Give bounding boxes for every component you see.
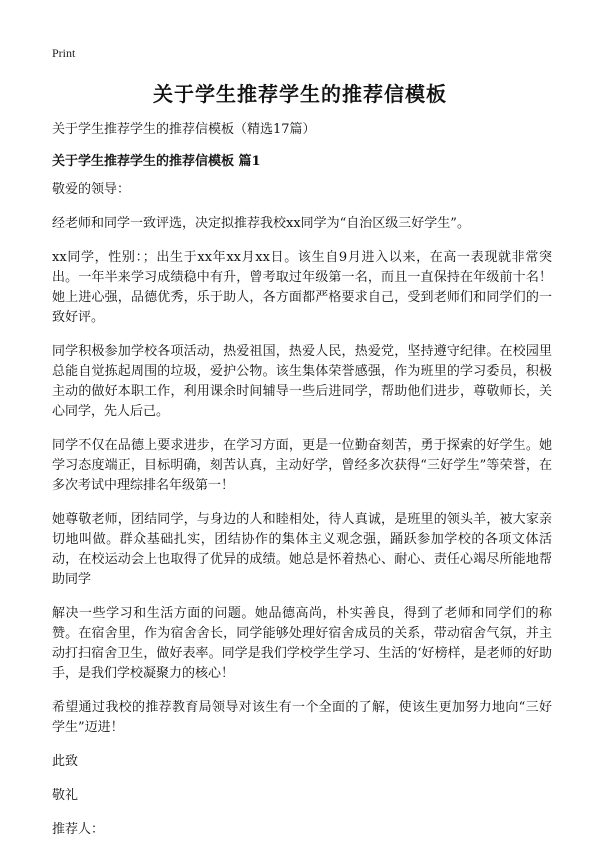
closing-line: 敬礼	[52, 788, 79, 803]
letter-salutation: 敬爱的领导：	[52, 182, 131, 197]
letter-paragraph: 同学积极参加学校各项活动，热爱祖国，热爱人民，热爱党，坚持遵守纪律。在校园里总能自觉拣起周围的垃圾，爱护公物。该生集体荣誉感强，作为班里的学习委员，积极主动的做好本职工作，利用课余时间辅导一些后进同学，帮助他们进步，尊敬师长，关心同学，先人后己。	[52, 344, 552, 419]
signature-line: 推荐人：	[52, 822, 105, 837]
letter-paragraph: 解决一些学习和生活方面的问题。她品德高尚，朴实善良，得到了老师和同学们的称赞。在宿舍里，作为宿舍舍长，同学能够处理好宿舍成员的关系，带动宿舍气氛，并主动打扫宿舍卫生，做好表率。同学是我们学校学生学习、生活的‘好榜样，是老师的好助手，是我们学校凝聚力的核心！	[52, 606, 552, 681]
letter-paragraph: xx同学，性别：；出生于xx年xx月xx日。该生自9月进入以来，在高一表现就非常突出。一年半来学习成绩稳中有升，曾考取过年级第一名，而且一直保持在年级前十名！她上进心强，品德优秀，乐于助人，各方面都严格要求自己，受到老师们和同学们的一致好评。	[52, 250, 552, 325]
document-subtitle: 关于学生推荐学生的推荐信模板（精选17篇）	[52, 122, 316, 137]
section-heading: 关于学生推荐学生的推荐信模板 篇1	[52, 154, 261, 169]
closing-line: 此致	[52, 754, 79, 769]
letter-paragraph: 希望通过我校的推荐教育局领导对该生有一个全面的了解，使该生更加努力地向“三好学生”迈进！	[52, 700, 552, 735]
letter-body	[52, 180, 552, 854]
letter-paragraph: 经老师和同学一致评选，决定拟推荐我校xx同学为“自治区级三好学生”。	[52, 216, 470, 231]
letter-paragraph: 同学不仅在品德上要求进步，在学习方面，更是一位勤奋刻苦，勇于探索的好学生。她学习态度端正，目标明确，刻苦认真，主动好学，曾经多次获得“三好学生”等荣誉，在多次考试中理综排名年级第一！	[52, 438, 552, 493]
print-link[interactable]: Print	[52, 46, 76, 60]
page-title: 关于学生推荐学生的推荐信模板	[153, 82, 447, 106]
letter-paragraph: 她尊敬老师，团结同学，与身边的人和睦相处，待人真诚，是班里的领头羊，被大家亲切地叫做。群众基础扎实，团结协作的集体主义观念强，踊跃参加学校的各项文体活动，在校运动会上也取得了优异的成绩。她总是怀着热心、耐心、责任心竭尽所能地帮助同学	[52, 512, 552, 587]
